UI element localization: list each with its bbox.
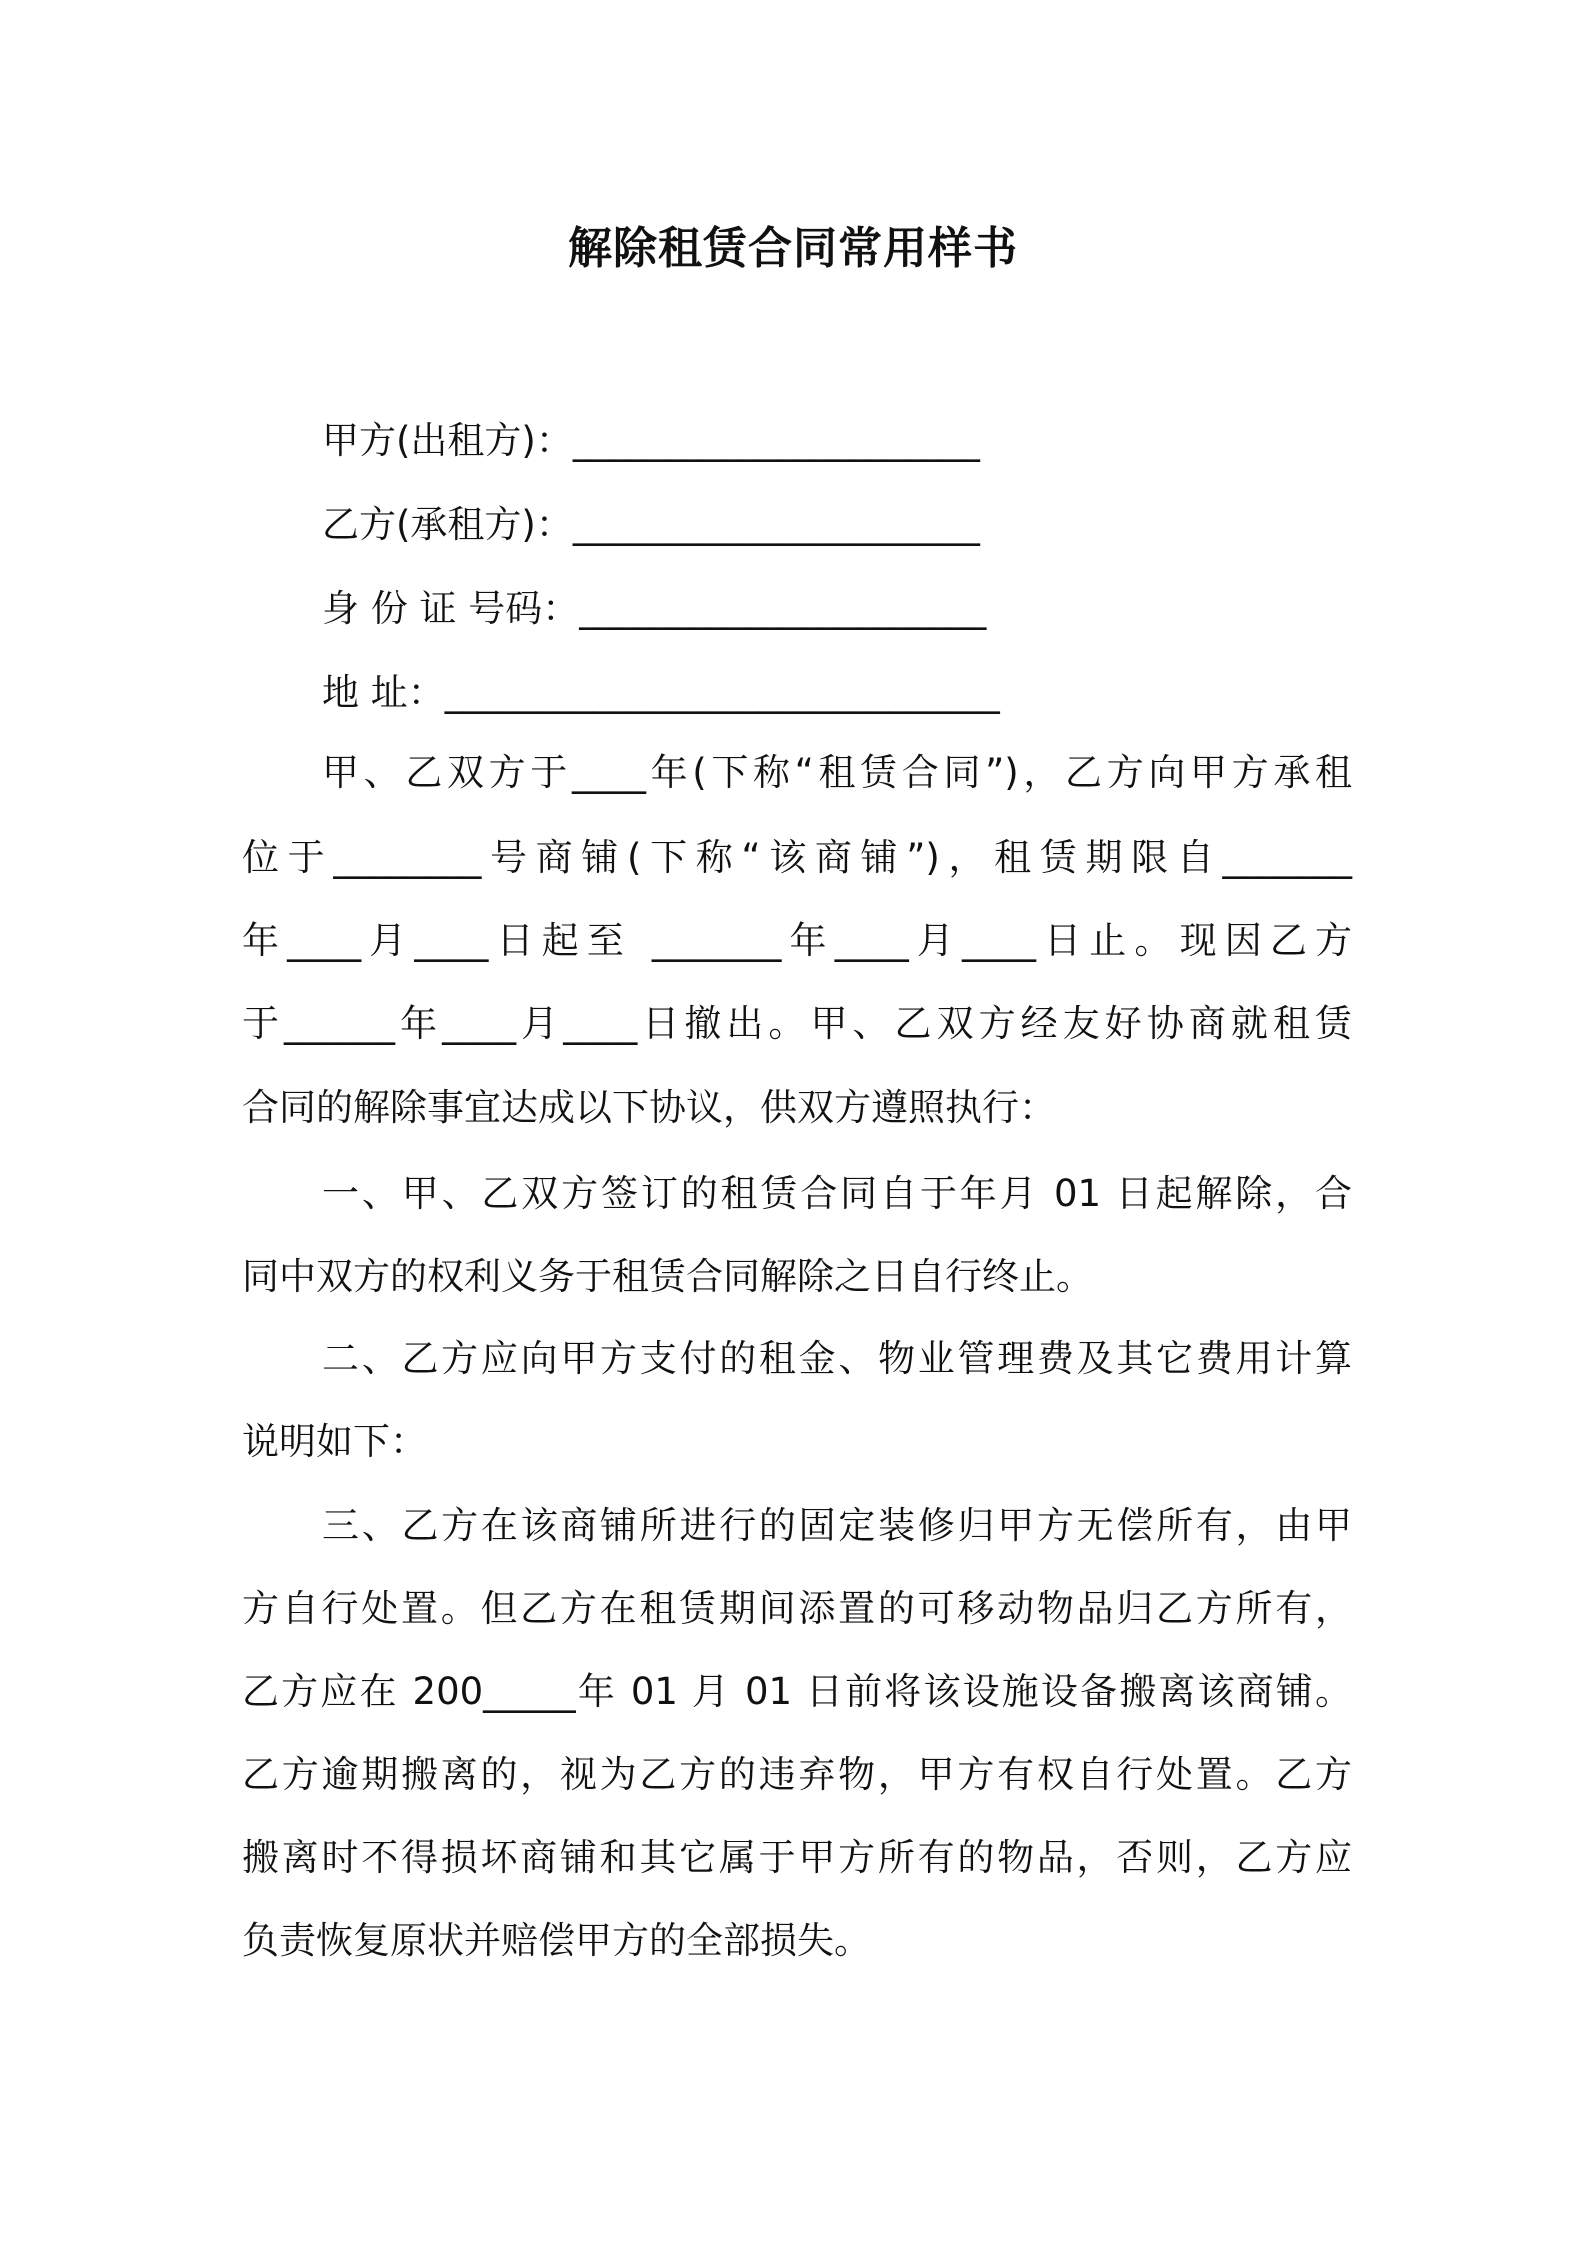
id-number-field: 身 份 证 号码：______________________ bbox=[322, 587, 987, 630]
clause-3-line: 负责恢复原状并赔偿甲方的全部损失。 bbox=[242, 1919, 871, 1962]
clause-3-line: 三、乙方在该商铺所进行的固定装修归甲方无偿所有，由甲 bbox=[322, 1504, 1352, 1547]
party-a-field: 甲方(出租方)：______________________ bbox=[322, 419, 980, 462]
clause-3-line: 乙方逾期搬离的，视为乙方的违弃物，甲方有权自行处置。乙方 bbox=[242, 1753, 1352, 1796]
preamble-line: 甲、乙双方于____年(下称“租赁合同”)，乙方向甲方承租 bbox=[322, 751, 1352, 794]
preamble-line: 合同的解除事宜达成以下协议，供双方遵照执行： bbox=[242, 1086, 1056, 1129]
clause-3-line: 方自行处置。但乙方在租赁期间添置的可移动物品归乙方所有， bbox=[242, 1587, 1352, 1630]
document-title: 解除租赁合同常用样书 bbox=[568, 223, 1018, 274]
clause-1-line: 一、甲、乙双方签订的租赁合同自于年月 01 日起解除，合 bbox=[322, 1172, 1352, 1215]
address-field: 地 址：______________________________ bbox=[322, 671, 1000, 714]
clause-2-line: 说明如下： bbox=[242, 1420, 427, 1463]
preamble-line: 位于________号商铺(下称“该商铺”)，租赁期限自_______ bbox=[242, 836, 1352, 879]
preamble-line: 于______年____月____日撤出。甲、乙双方经友好协商就租赁 bbox=[242, 1002, 1352, 1045]
clause-2-line: 二、乙方应向甲方支付的租金、物业管理费及其它费用计算 bbox=[322, 1337, 1352, 1380]
clause-3-line: 搬离时不得损坏商铺和其它属于甲方所有的物品，否则，乙方应 bbox=[242, 1836, 1352, 1879]
party-b-field: 乙方(承租方)：______________________ bbox=[322, 503, 980, 546]
clause-3-line: 乙方应在 200_____年 01 月 01 日前将该设施设备搬离该商铺。 bbox=[242, 1670, 1352, 1713]
clause-1-line: 同中双方的权利义务于租赁合同解除之日自行终止。 bbox=[242, 1255, 1093, 1298]
preamble-line: 年____月____日起至 _______年____月____日止。现因乙方 bbox=[242, 919, 1352, 962]
